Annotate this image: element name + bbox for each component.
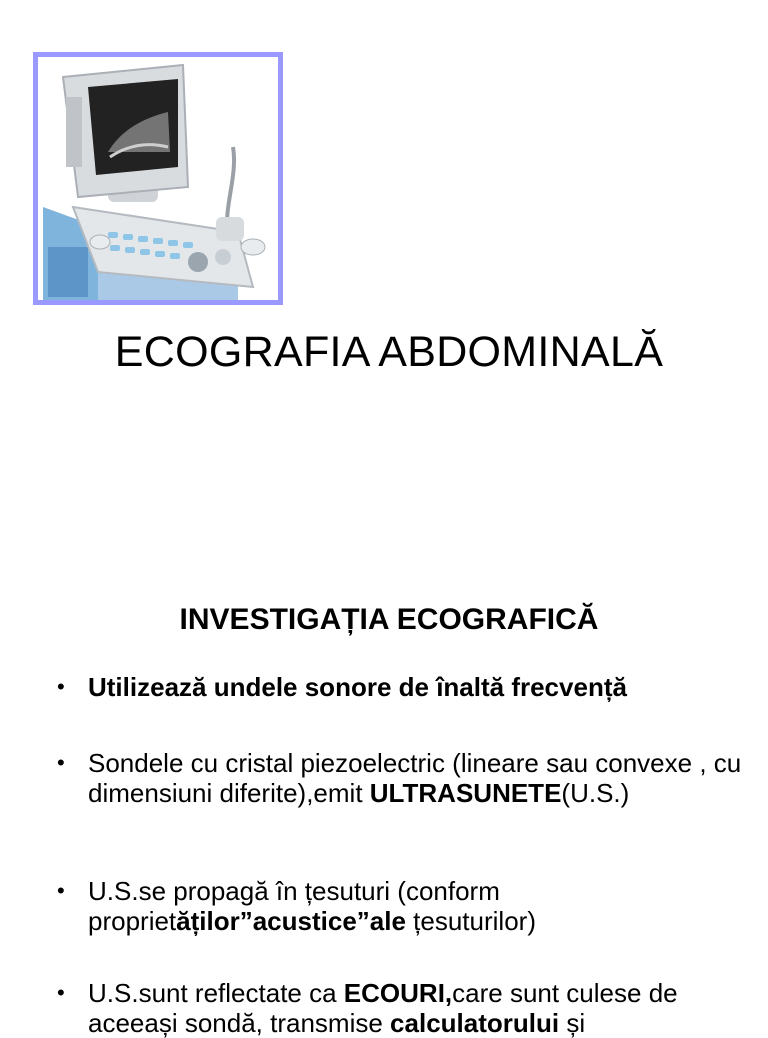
bullet-text-run: Sondele cu cristal piezoelectric (lineare sau convexe , cu dimensiuni diferite),emit <box>88 748 742 808</box>
bullet-text <box>88 672 768 702</box>
bullet-text-run: (U.S.) <box>561 778 630 808</box>
bullet-item <box>57 876 768 936</box>
bullet-text-bold: ULTRASUNETE <box>369 778 562 808</box>
bullet-text-run: țesuturilor) <box>405 906 536 936</box>
bullet-text-bold: ăților”acustice”ale <box>176 906 406 936</box>
section-heading: INVESTIGAȚIA ECOGRAFICĂ <box>179 603 599 636</box>
bullet-dot-icon: • <box>57 750 65 775</box>
bullet-item <box>57 672 768 702</box>
bullet-item <box>57 748 768 808</box>
bullet-text-bold: ECOURI, <box>343 978 453 1008</box>
bullet-text <box>88 978 768 1038</box>
bullet-text-run: U.S.sunt reflectate ca <box>88 978 344 1008</box>
slide-title: ECOGRAFIA ABDOMINALĂ <box>114 328 664 376</box>
bullet-dot-icon: • <box>57 878 65 903</box>
bullet-text-run: și <box>559 1008 586 1038</box>
ultrasound-machine-illustration <box>38 57 278 300</box>
bullet-text <box>88 748 768 808</box>
bullet-text-run: U.S.se propagă în țesuturi (conform propriet <box>88 876 500 936</box>
bullet-dot-icon: • <box>57 980 65 1005</box>
ultrasound-machine-image <box>33 52 283 305</box>
bullet-text <box>88 876 768 936</box>
bullet-text-run: care sunt culese de aceeași sondă, transmise <box>88 978 678 1038</box>
bullet-dot-icon: • <box>57 674 65 699</box>
bullet-item <box>57 978 768 1038</box>
bullet-text-bold: calculatorului <box>390 1008 560 1038</box>
bullet-text-bold: Utilizează undele sonore de înaltă frecvență <box>88 672 627 702</box>
